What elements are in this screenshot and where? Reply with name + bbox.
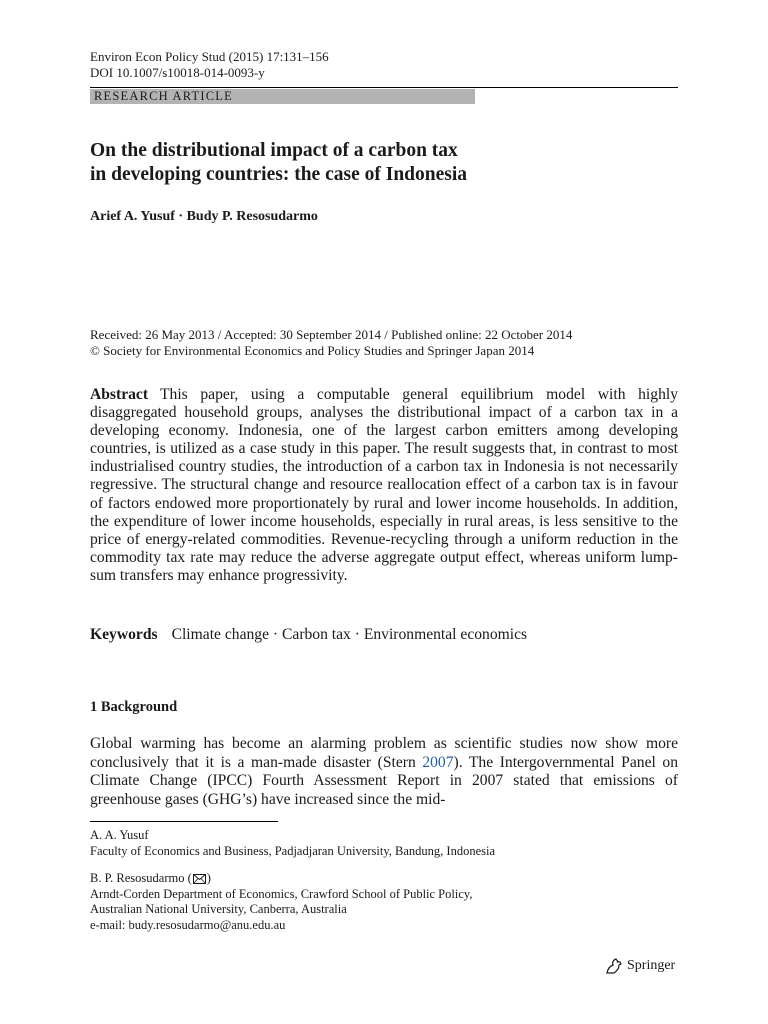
- envelope-icon: [193, 874, 206, 884]
- copyright-line: © Society for Environmental Economics and Policy Studies and Springer Japan 2014: [90, 343, 535, 358]
- title-line-2: in developing countries: the case of Indonesia: [90, 164, 468, 185]
- abstract: [90, 386, 678, 585]
- author-2-institution-1: Arndt-Corden Department of Economics, Crawford School of Public Policy,: [90, 886, 473, 901]
- keywords: [90, 626, 527, 644]
- author-list: Arief A. Yusuf · Budy P. Resosudarmo: [90, 209, 318, 224]
- abstract-text: This paper, using a computable general equilibrium model with highly disaggregated household groups, analyses the distributional impact of a carbon tax in a developing economy. Indonesia, one of the largest carbon emitters among developing countries, is utilized as a case study in this paper. The result suggests that, in contrast to most industrialised country studies, the introduction of a carbon tax in Indonesia is not necessarily regressive. The structural change and resource reallocation effect of a carbon tax is in favour of factors endowed more proportionately by rural and lower income households. In addition, the expenditure of lower income households, especially in rural areas, is less sensitive to the price of energy-related commodities. Revenue-recycling through a uniform reduction in the commodity tax rate may reduce the adverse aggregate output effect, whereas uniform lump-sum transfers may enhance progressivity.: [90, 386, 678, 584]
- author-1-institution: Faculty of Economics and Business, Padjadjaran University, Bandung, Indonesia: [90, 843, 496, 858]
- section-heading: 1 Background: [90, 699, 178, 715]
- author-1-name: A. A. Yusuf: [90, 828, 149, 842]
- springer-wordmark: Springer: [627, 958, 676, 973]
- article-type-label: RESEARCH ARTICLE: [94, 89, 233, 103]
- abstract-heading: Abstract: [90, 386, 149, 403]
- citation-link[interactable]: 2007: [422, 753, 454, 771]
- keywords-heading: Keywords: [90, 626, 158, 643]
- affiliation-2: [90, 871, 678, 933]
- springer-horse-icon: [605, 958, 623, 974]
- paper-title: [90, 139, 690, 187]
- publication-dates: [90, 327, 690, 359]
- doi-line: DOI 10.1007/s10018-014-0093-y: [90, 64, 265, 80]
- title-line-1: On the distributional impact of a carbon tax: [90, 140, 458, 161]
- author-2-institution-2: Australian National University, Canberra, Australia: [90, 902, 347, 916]
- journal-line: Environ Econ Policy Stud (2015) 17:131–156: [90, 49, 329, 64]
- dates-line: Received: 26 May 2013 / Accepted: 30 September 2014 / Published online: 22 October 2014: [90, 327, 573, 342]
- author-2-name: B. P. Resosudarmo: [90, 871, 185, 885]
- body-text-after: ). The Intergovernmental Panel on Climate Change (IPCC) Fourth Assessment Report in 2007 stated that emissions of greenhouse gases (GHG’s) have increased since the mid-: [90, 753, 678, 808]
- section-body: [90, 735, 678, 809]
- author-2-line: B. P. Resosudarmo ( ): [90, 871, 211, 885]
- journal-citation: [90, 49, 329, 80]
- footnote-rule: [90, 821, 278, 822]
- body-text-before: Global warming has become an alarming problem as scientific studies now show more conclusively that it is a man-made disaster (Stern: [90, 735, 678, 771]
- author-2-email[interactable]: e-mail: budy.resosudarmo@anu.edu.au: [90, 917, 286, 932]
- springer-logo: [605, 958, 675, 974]
- affiliation-1: [90, 828, 678, 859]
- keywords-text: Climate change · Carbon tax · Environmental economics: [171, 626, 528, 643]
